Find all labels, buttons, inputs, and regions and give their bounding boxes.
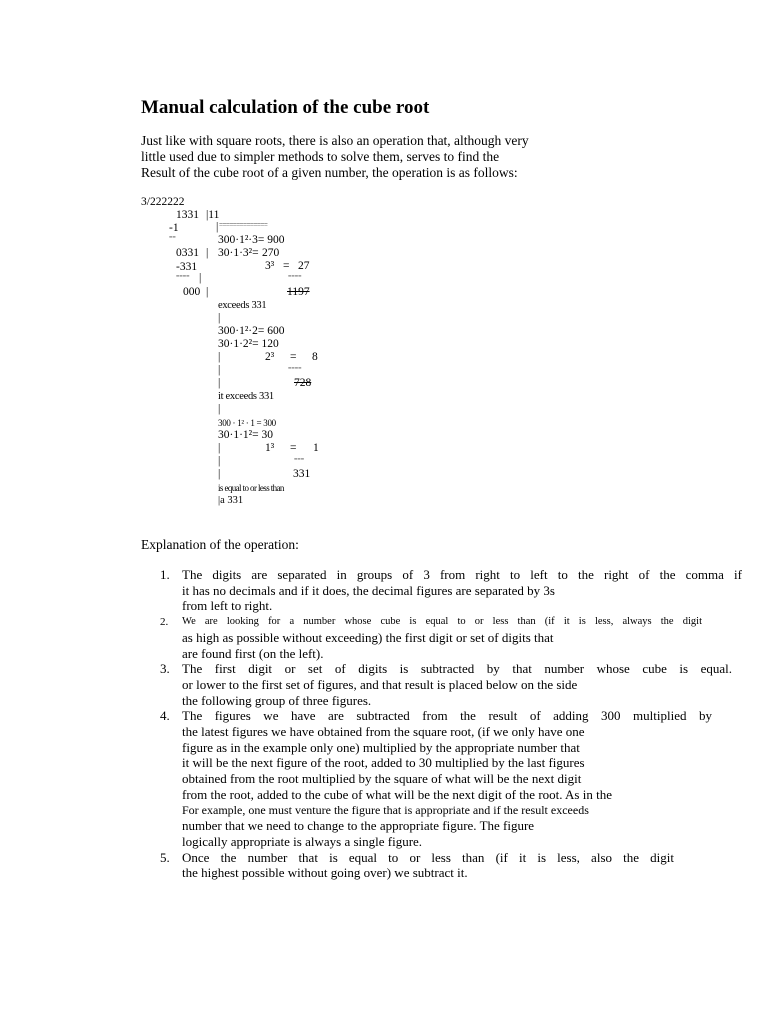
calc-number: 1331 xyxy=(176,209,199,221)
calc-underline: ==== xyxy=(288,366,302,372)
calc-separator: | xyxy=(206,286,209,298)
calc-underline: ==== xyxy=(176,274,190,280)
list-line: it will be the next figure of the root, added to 30 multiplied by the last figures xyxy=(182,755,585,771)
calc-subtrahend-1: -1 xyxy=(169,222,179,234)
calc-bar: | xyxy=(218,364,221,376)
list-line: the highest possible without going over) we subtract it. xyxy=(182,865,468,881)
intro-line: Result of the cube root of a given number, the operation is as follows: xyxy=(141,165,518,180)
list-item xyxy=(160,614,742,661)
list-line: or lower to the first set of figures, and that result is placed below on the side xyxy=(182,676,578,692)
calc-underline: === xyxy=(294,457,305,463)
list-item xyxy=(160,850,742,881)
calc-step2-c-value: 8 xyxy=(312,351,318,363)
list-number: 4. xyxy=(160,708,170,724)
list-line: The digits are separated in groups of 3 from right to left to the right of the comma if xyxy=(182,567,742,582)
calc-remainder-1: 0331 xyxy=(176,247,199,259)
calc-underline: == xyxy=(169,235,176,241)
intro-line: little used due to simpler methods to solve them, serves to find the xyxy=(141,149,500,164)
calc-sum-2: 728 xyxy=(294,377,312,389)
list-line: Once the number that is equal to or less than (if it is less, also the digit xyxy=(182,849,674,865)
calc-bar: | xyxy=(218,403,221,415)
calc-step1-b: 30·1·3²= xyxy=(218,247,259,259)
calc-subtrahend-2: -331 xyxy=(176,261,198,273)
calc-step2-c-equals: = xyxy=(290,351,297,363)
calc-step3-a: 300 · 1² · 1 = 300 xyxy=(218,418,276,428)
calc-bar: | xyxy=(218,312,221,324)
calc-note: exceeds 331 xyxy=(218,300,267,311)
calc-step1-a: 300·1²·3= 900 xyxy=(218,234,285,246)
calc-bar: | xyxy=(199,272,202,284)
list-line: the following group of three figures. xyxy=(182,692,372,708)
calc-step2-b: 30·1·2²= 120 xyxy=(218,338,279,350)
page-title: Manual calculation of the cube root xyxy=(141,97,430,118)
list-line: from the root, added to the cube of what will be the next digit of the root. As in the xyxy=(182,786,612,802)
list-number: 1. xyxy=(160,567,170,582)
explanation-list xyxy=(160,567,742,881)
list-number: 2. xyxy=(160,616,169,629)
calc-note: is equal to or less than xyxy=(218,483,284,493)
list-line: the latest figures we have obtained from the square root, (if we only have one xyxy=(182,724,585,740)
list-line: number that we need to change to the appropriate figure. The figure xyxy=(182,818,535,834)
explanation-title: Explanation of the operation: xyxy=(141,537,299,552)
list-line: The figures we have are subtracted from the result of adding 300 multiplied by xyxy=(182,708,712,724)
calc-sum-1: 1197 xyxy=(287,286,310,298)
calc-step2-a: 300·1²·2= 600 xyxy=(218,325,285,337)
list-item xyxy=(160,661,742,708)
calc-step1-c: 3³ xyxy=(265,260,275,272)
list-line: it has no decimals and if it does, the decimal figures are separated by 3s xyxy=(182,582,555,598)
list-line: We are looking for a number whose cube is equal to or less than (if it is less, always the digit xyxy=(182,616,702,628)
list-line: logically appropriate is always a single figure. xyxy=(182,833,423,849)
list-line: The first digit or set of digits is subtracted by that number whose cube is equal. xyxy=(182,661,732,677)
calc-bar: | xyxy=(216,221,219,233)
calc-step1-b-value: 270 xyxy=(262,247,280,259)
list-line: For example, one must venture the figure that is appropriate and if the result exceeds xyxy=(182,802,589,817)
calc-underline: ==== xyxy=(288,274,302,280)
calc-step2-c: 2³ xyxy=(265,351,275,363)
calc-header: 3/222222 xyxy=(141,196,185,208)
calc-bar: | xyxy=(218,468,221,480)
calc-step3-b: 30·1·1²= 30 xyxy=(218,429,273,441)
calc-remainder-2: 000 xyxy=(183,286,201,298)
list-line: obtained from the root multiplied by the square of what will be the next digit xyxy=(182,771,582,787)
list-line: as high as possible without exceeding) the first digit or set of digits that xyxy=(182,629,554,645)
calc-bar: | xyxy=(218,377,221,389)
calc-root: |11 xyxy=(206,209,220,221)
calc-bar: | xyxy=(218,442,221,454)
calc-bar: | xyxy=(218,455,221,467)
intro-line: Just like with square roots, there is also an operation that, although very xyxy=(141,133,529,148)
list-number: 5. xyxy=(160,849,170,865)
list-line: from left to right. xyxy=(182,598,273,614)
calc-root-underline: ============== xyxy=(219,221,268,229)
calc-step3-c-equals: = xyxy=(290,442,297,454)
calc-separator: | xyxy=(206,247,209,259)
list-line: figure as in the example only one) multiplied by the appropriate number that xyxy=(182,739,580,755)
list-number: 3. xyxy=(160,661,170,677)
calc-step1-c-equals: = xyxy=(283,260,290,272)
calc-sum-3: 331 xyxy=(293,468,311,480)
calc-bar: | xyxy=(218,351,221,363)
list-line: are found first (on the left). xyxy=(182,645,324,661)
calc-step3-c: 1³ xyxy=(265,442,275,454)
calc-step1-c-value: 27 xyxy=(298,260,310,272)
calc-step3-c-value: 1 xyxy=(313,442,319,454)
list-item xyxy=(160,708,742,849)
list-item xyxy=(160,567,742,614)
calc-note: |a 331 xyxy=(218,495,244,506)
calc-note: it exceeds 331 xyxy=(218,391,274,402)
